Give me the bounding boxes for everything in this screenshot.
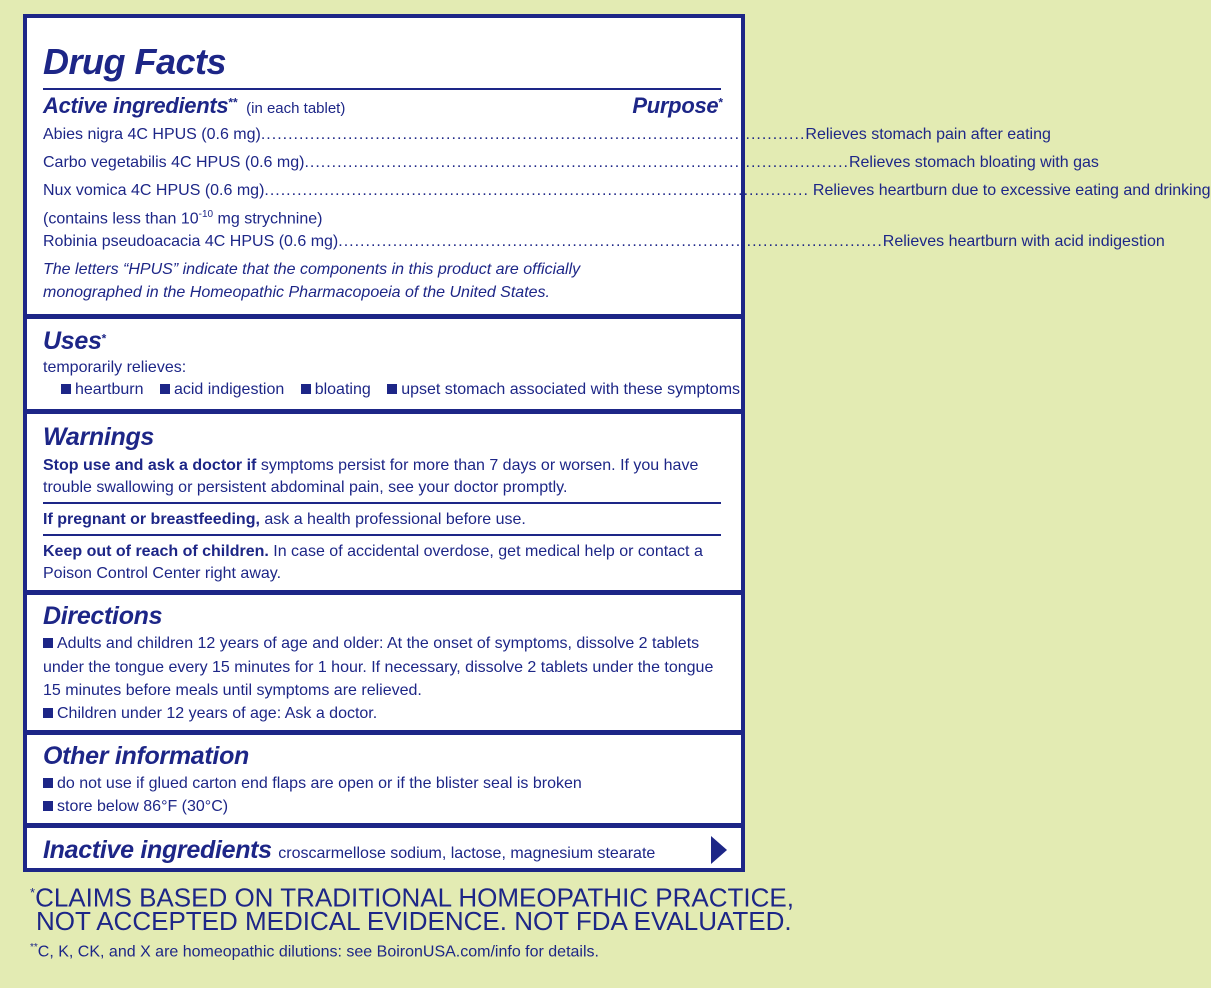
purpose-heading-text: Purpose: [632, 93, 719, 118]
other-info-heading: Other information: [43, 742, 250, 770]
square-bullet-icon: [61, 384, 71, 394]
ingredient-purpose: Relieves heartburn with acid indigestion: [882, 233, 1165, 250]
strychnine-note: [43, 205, 322, 229]
strychnine-note-post: mg strychnine): [213, 210, 323, 228]
inactive-heading: Inactive ingredients: [43, 836, 272, 864]
other-info-item: [43, 774, 582, 794]
directions-text: Children under 12 years of age: Ask a doctor.: [57, 705, 378, 722]
dilution-text: C, K, CK, and X are homeopathic dilutions: see BoironUSA.com/info for details.: [37, 943, 599, 961]
active-heading-note: (in each tablet): [246, 100, 346, 117]
other-info-text: store below 86°F (30°C): [57, 798, 229, 815]
ingredient-name: Carbo vegetabilis 4C HPUS (0.6 mg): [43, 154, 305, 171]
warning-stop-use: [43, 456, 698, 476]
warning-children-bold: Keep out of reach of children.: [43, 543, 269, 560]
square-bullet-icon: [43, 708, 53, 718]
uses-heading: [43, 329, 106, 354]
triangle-right-icon[interactable]: [711, 836, 727, 864]
dilution-note: [30, 938, 599, 962]
square-bullet-icon: [43, 638, 53, 648]
inactive-ingredients: [43, 838, 655, 863]
warning-rule: [43, 534, 721, 536]
ingredient-purpose: Relieves stomach bloating with gas: [848, 154, 1099, 171]
square-bullet-icon: [301, 384, 311, 394]
ingredient-purpose: Relieves stomach pain after eating: [805, 126, 1051, 143]
purpose-heading: [632, 95, 723, 118]
ingredient-row: [43, 153, 1099, 173]
other-info-item: [43, 797, 228, 817]
uses-list: [61, 380, 740, 400]
hpus-note-line1: The letters “HPUS” indicate that the components in this product are officially: [43, 261, 581, 278]
title-rule: [43, 88, 721, 90]
leader-dots: ....................................................................................................: [260, 126, 806, 143]
uses-heading-text: Uses: [43, 327, 102, 355]
warning-children-text: In case of accidental overdose, get medical help or contact a: [268, 543, 703, 560]
uses-item: upset stomach associated with these symptoms: [401, 381, 741, 398]
ingredient-name: Robinia pseudoacacia 4C HPUS (0.6 mg): [43, 233, 339, 250]
ingredient-name: Abies nigra 4C HPUS (0.6 mg): [43, 126, 261, 143]
warning-stop-bold: Stop use and ask a doctor if: [43, 457, 257, 474]
warning-rule: [43, 502, 721, 504]
inactive-text: croscarmellose sodium, lactose, magnesium stearate: [278, 845, 656, 862]
section-divider: [27, 823, 741, 828]
warning-children-cont: Poison Control Center right away.: [43, 565, 282, 582]
warning-children: [43, 542, 703, 562]
warnings-heading: Warnings: [43, 423, 155, 451]
drug-facts-panel: [23, 14, 1211, 872]
warning-stop-text: symptoms persist for more than 7 days or worsen. If you have: [256, 457, 699, 474]
active-ingredients-heading: [43, 95, 345, 118]
leader-dots: ....................................................................................................: [304, 154, 849, 171]
section-divider: [27, 314, 741, 319]
uses-intro: temporarily relieves:: [43, 359, 187, 376]
directions-line: [43, 704, 377, 724]
ingredient-row: [43, 232, 1165, 252]
claims-disclaimer-2: NOT ACCEPTED MEDICAL EVIDENCE. NOT FDA EVALUATED.: [36, 906, 792, 936]
square-bullet-icon: [43, 778, 53, 788]
ingredient-purpose: Relieves heartburn due to excessive eating and drinking: [812, 182, 1211, 199]
uses-item: heartburn: [75, 381, 144, 398]
uses-item: bloating: [314, 381, 371, 398]
claims-mark: *: [30, 885, 36, 900]
other-info-text: do not use if glued carton end flaps are open or if the blister seal is broken: [57, 775, 582, 792]
strychnine-note-pre: (contains less than 10: [43, 210, 199, 228]
warning-pregnant-bold: If pregnant or breastfeeding,: [43, 511, 260, 528]
directions-line: under the tongue every 15 minutes for 1 hour. If necessary, dissolve 2 tablets under the tongue: [43, 659, 714, 676]
directions-text: Adults and children 12 years of age and older: At the onset of symptoms, dissolve 2 tablets: [57, 635, 700, 652]
strychnine-note-exp: -10: [198, 209, 214, 220]
section-divider: [27, 730, 741, 735]
purpose-heading-mark: *: [718, 95, 723, 110]
ingredient-row: [43, 181, 1211, 201]
ingredient-name: Nux vomica 4C HPUS (0.6 mg): [43, 182, 265, 199]
directions-heading: Directions: [43, 602, 163, 630]
uses-heading-mark: *: [101, 331, 107, 346]
active-heading-text: Active ingredients: [43, 93, 229, 118]
square-bullet-icon: [43, 801, 53, 811]
hpus-note-line2: monographed in the Homeopathic Pharmacopoeia of the United States.: [43, 284, 550, 301]
active-heading-mark: **: [228, 95, 238, 110]
section-divider: [27, 409, 741, 414]
square-bullet-icon: [160, 384, 170, 394]
square-bullet-icon: [387, 384, 397, 394]
directions-line: 15 minutes before meals until symptoms are relieved.: [43, 682, 422, 699]
warning-pregnant-text: ask a health professional before use.: [259, 511, 526, 528]
directions-line: [43, 634, 699, 654]
dilution-mark: **: [30, 942, 38, 953]
leader-dots: ....................................................................................................: [264, 182, 809, 199]
ingredient-row: [43, 125, 1051, 145]
claims-line1: CLAIMS BASED ON TRADITIONAL HOMEOPATHIC PRACTICE,: [35, 882, 794, 913]
uses-item: acid indigestion: [173, 381, 285, 398]
drug-facts-title: Drug Facts: [43, 41, 227, 82]
leader-dots: ....................................................................................................: [338, 233, 883, 250]
warning-pregnant: [43, 510, 526, 530]
warning-stop-use-cont: trouble swallowing or persistent abdominal pain, see your doctor promptly.: [43, 479, 568, 496]
section-divider: [27, 590, 741, 595]
